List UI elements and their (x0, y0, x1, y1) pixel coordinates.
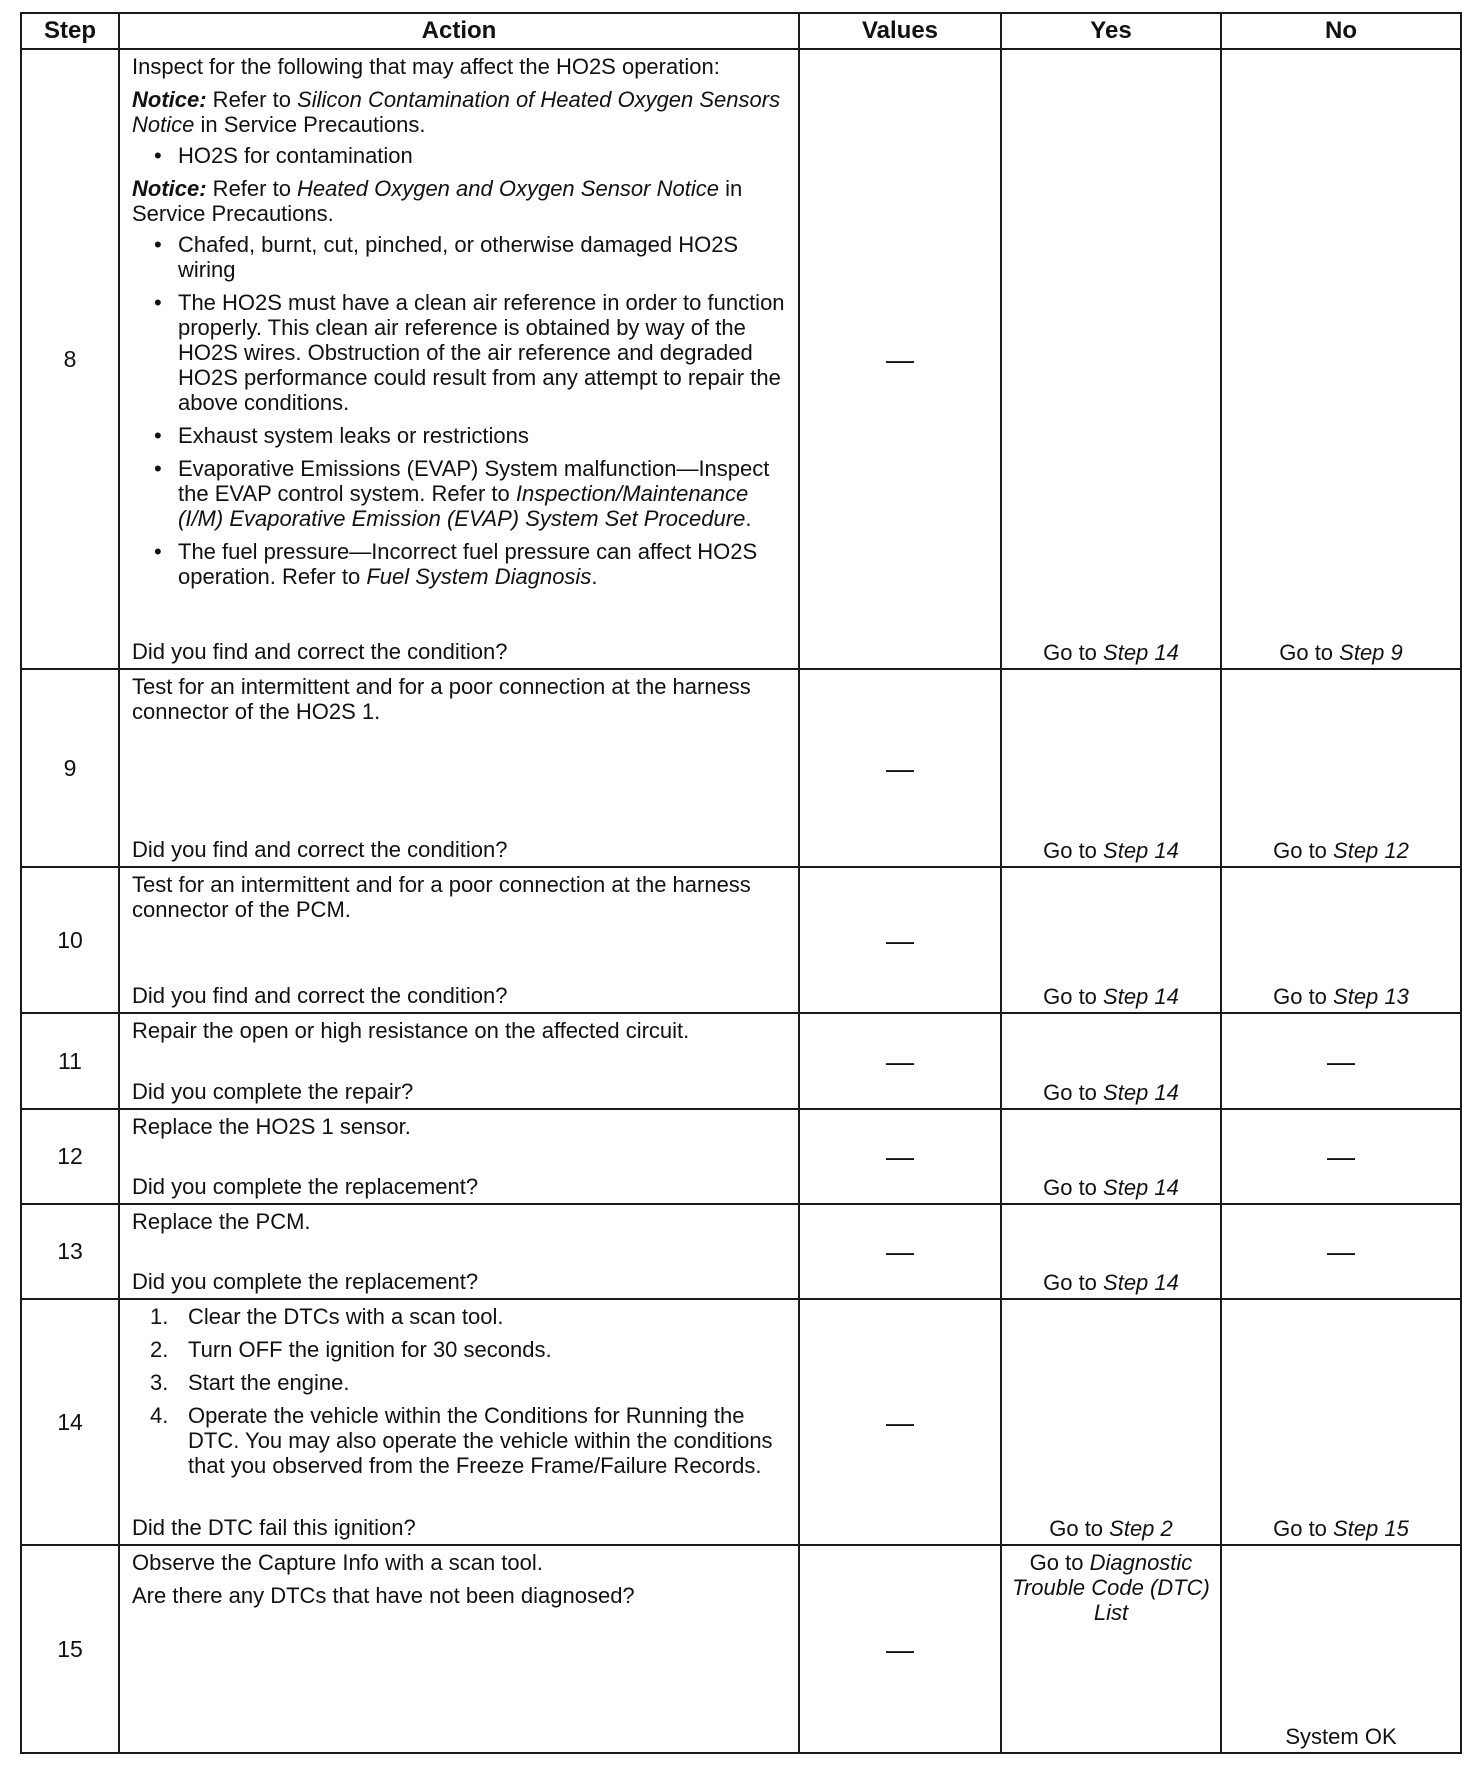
action-text: Observe the Capture Info with a scan tool. (132, 1550, 543, 1575)
table-row (21, 1109, 1461, 1204)
action-cell (119, 669, 799, 867)
step-reference: Step 14 (1103, 1175, 1179, 1200)
action-cell (119, 867, 799, 1013)
action-question: Are there any DTCs that have not been diagnosed? (132, 1583, 635, 1608)
values-cell: — (799, 1299, 1001, 1545)
header-row (21, 13, 1461, 49)
yes-cell: Go to Step 14 (1001, 1109, 1221, 1204)
action-question: Did you find and correct the condition? (132, 837, 508, 862)
action-text: Test for an intermittent and for a poor connection at the harness connector of the PCM. (132, 872, 751, 922)
table-row (21, 49, 1461, 669)
step-reference: Step 14 (1103, 1080, 1179, 1105)
table-row (21, 1204, 1461, 1299)
no-cell: Go to Step 15 (1221, 1299, 1461, 1545)
action-text: Replace the PCM. (132, 1209, 311, 1234)
yes-cell: Go to Step 14 (1001, 1013, 1221, 1109)
action-cell (119, 1013, 799, 1109)
header-values: Values (799, 13, 1001, 49)
action-question: Did you find and correct the condition? (132, 639, 508, 664)
header-action: Action (119, 13, 799, 49)
numbered-list (132, 1304, 788, 1478)
diagnostic-table (20, 12, 1462, 1754)
action-intro: Inspect for the following that may affect the HO2S operation: (132, 54, 720, 79)
step-reference: Step 12 (1333, 838, 1409, 863)
action-cell (119, 1204, 799, 1299)
list-item: 3. Start the engine. (150, 1370, 350, 1395)
step-reference: Step 9 (1339, 640, 1403, 665)
action-cell (119, 1545, 799, 1753)
header-yes: Yes (1001, 13, 1221, 49)
action-question: Did you complete the replacement? (132, 1174, 479, 1199)
step-number: 9 (21, 669, 119, 867)
yes-cell: Go to Step 14 (1001, 1204, 1221, 1299)
no-cell: — (1221, 1204, 1461, 1299)
list-item: 1. Clear the DTCs with a scan tool. (150, 1304, 504, 1329)
action-question: Did the DTC fail this ignition? (132, 1515, 416, 1540)
list-item: • The fuel pressure—Incorrect fuel pressure can affect HO2S operation. Refer to Fuel System Diagnosis. (132, 539, 788, 589)
table-row (21, 1299, 1461, 1545)
step-number: 12 (21, 1109, 119, 1204)
no-cell: Go to Step 13 (1221, 867, 1461, 1013)
action-cell (119, 1109, 799, 1204)
step-reference: Step 15 (1333, 1516, 1409, 1541)
no-cell: Go to Step 9 (1221, 49, 1461, 669)
yes-cell: Go to Step 14 (1001, 669, 1221, 867)
notice: Notice: Refer to Silicon Contamination of Heated Oxygen Sensors Notice in Service Precautions. (132, 87, 781, 137)
action-cell (119, 1299, 799, 1545)
step-number: 13 (21, 1204, 119, 1299)
action-question: Did you find and correct the condition? (132, 983, 508, 1008)
no-cell: — (1221, 1013, 1461, 1109)
step-number: 11 (21, 1013, 119, 1109)
bullet-list (132, 232, 788, 589)
list-item: • HO2S for contamination (132, 143, 788, 168)
table-row (21, 1545, 1461, 1753)
action-question: Did you complete the replacement? (132, 1269, 479, 1294)
table-row (21, 1013, 1461, 1109)
values-cell: — (799, 49, 1001, 669)
action-cell (119, 49, 799, 669)
action-text: Test for an intermittent and for a poor connection at the harness connector of the HO2S 1. (132, 674, 751, 724)
step-number: 15 (21, 1545, 119, 1753)
header-no: No (1221, 13, 1461, 49)
values-cell: — (799, 1013, 1001, 1109)
step-number: 8 (21, 49, 119, 669)
list-item: 4. Operate the vehicle within the Conditions for Running the DTC. You may also operate the vehicle within the conditions that you observed from the Freeze Frame/Failure Records. (150, 1403, 773, 1478)
step-reference: Step 2 (1109, 1516, 1173, 1541)
yes-cell: Go to Step 14 (1001, 49, 1221, 669)
list-item: • Evaporative Emissions (EVAP) System malfunction—Inspect the EVAP control system. Refer to Inspection/Maintenance (I/M) Evaporative Emission (EVAP) System Set Procedure. (132, 456, 788, 531)
dtc-list-reference: Diagnostic Trouble Code (DTC) List (1012, 1550, 1210, 1625)
yes-cell: Go to Step 2 (1001, 1299, 1221, 1545)
values-cell: — (799, 669, 1001, 867)
values-cell: — (799, 1545, 1001, 1753)
notice: Notice: Refer to Heated Oxygen and Oxygen Sensor Notice in Service Precautions. (132, 176, 743, 226)
step-reference: Step 14 (1103, 984, 1179, 1009)
list-item: • The HO2S must have a clean air reference in order to function properly. This clean air reference is obtained by way of the HO2S wires. Obstruction of the air reference and degraded HO2S performance could result from any attempt to repair the above conditions. (132, 290, 788, 415)
step-reference: Step 14 (1103, 838, 1179, 863)
no-cell: — (1221, 1109, 1461, 1204)
values-cell: — (799, 867, 1001, 1013)
table-row (21, 669, 1461, 867)
step-number: 14 (21, 1299, 119, 1545)
header-step: Step (21, 13, 119, 49)
yes-cell: Go to Step 14 (1001, 867, 1221, 1013)
list-item: • Exhaust system leaks or restrictions (132, 423, 788, 448)
list-item: • Chafed, burnt, cut, pinched, or otherwise damaged HO2S wiring (132, 232, 788, 282)
action-text: Replace the HO2S 1 sensor. (132, 1114, 411, 1139)
step-reference: Step 14 (1103, 640, 1179, 665)
step-reference: Step 13 (1333, 984, 1409, 1009)
table-row (21, 867, 1461, 1013)
diagnostic-table-page (20, 12, 1460, 1754)
no-cell: System OK (1221, 1545, 1461, 1753)
yes-cell: Go to Diagnostic Trouble Code (DTC) List (1001, 1545, 1221, 1753)
step-number: 10 (21, 867, 119, 1013)
values-cell: — (799, 1109, 1001, 1204)
action-text: Repair the open or high resistance on the affected circuit. (132, 1018, 690, 1043)
values-cell: — (799, 1204, 1001, 1299)
bullet-list (132, 143, 788, 168)
step-reference: Step 14 (1103, 1270, 1179, 1295)
no-cell: Go to Step 12 (1221, 669, 1461, 867)
list-item: 2. Turn OFF the ignition for 30 seconds. (150, 1337, 552, 1362)
action-question: Did you complete the repair? (132, 1079, 414, 1104)
